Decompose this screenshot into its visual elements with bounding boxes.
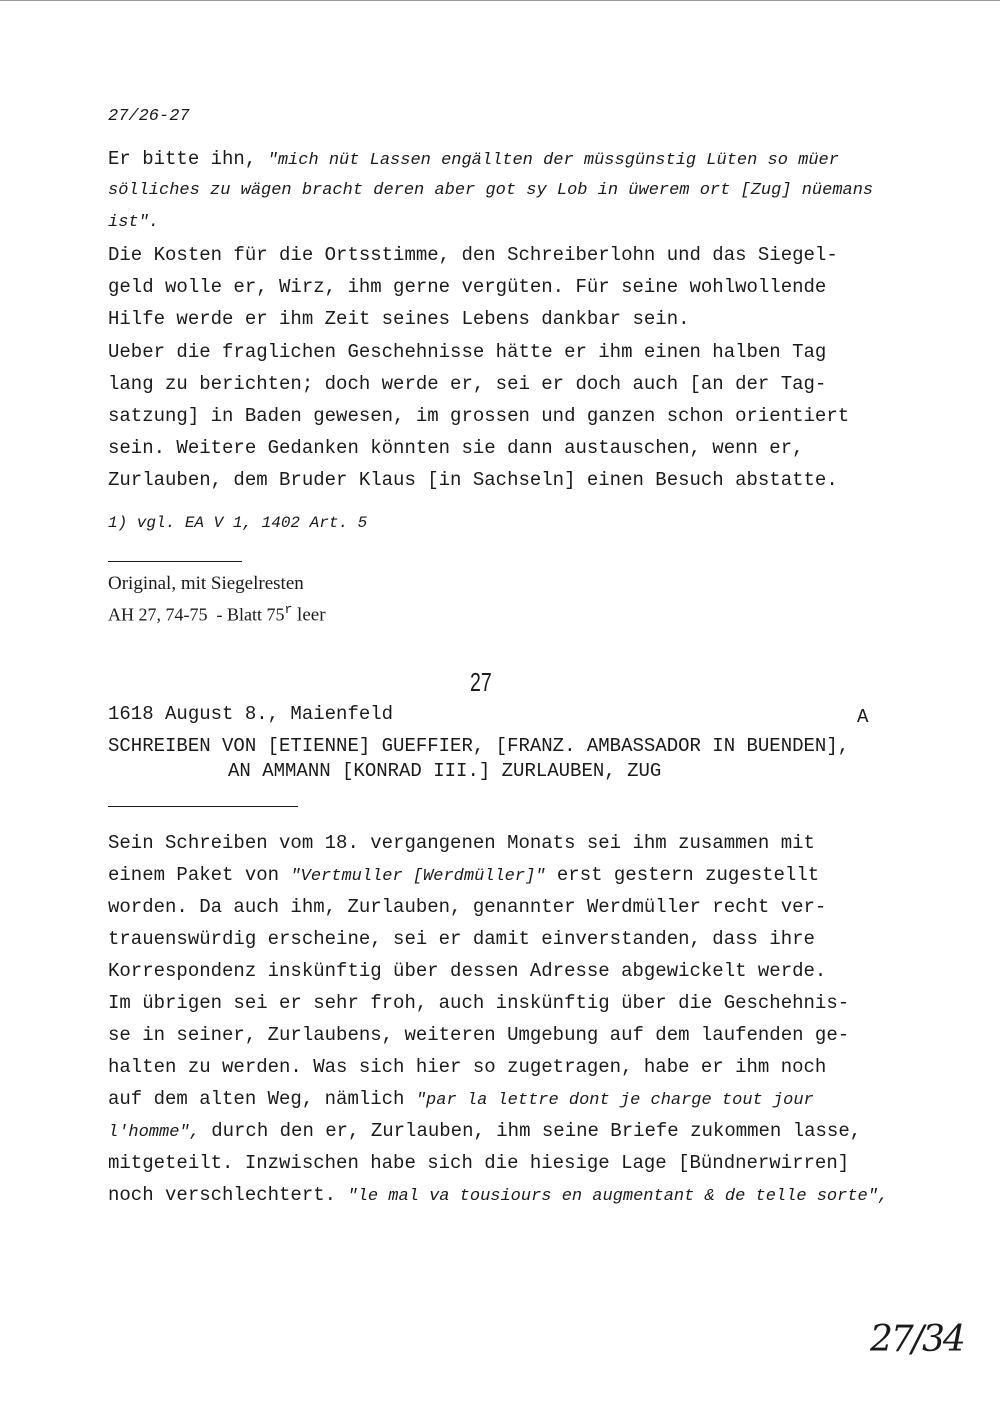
- document-title-line2: AN AMMANN [KONRAD III.] ZURLAUBEN, ZUG: [228, 760, 662, 782]
- body-line: mitgeteilt. Inzwischen habe sich die hiesige Lage [Bündnerwirren]: [108, 1152, 850, 1174]
- para2-line: sein. Weitere Gedanken könnten sie dann austauschen, wenn er,: [108, 437, 804, 459]
- para1-line2: sölliches zu wägen bracht deren aber got sy Lob in üwerem ort [Zug] nüemans: [108, 181, 874, 200]
- body-line: l'homme", durch den er, Zurlauben, ihm seine Briefe zukommen lasse,: [108, 1120, 862, 1142]
- para2-line: geld wolle er, Wirz, ihm gerne vergüten. Für seine wohlwollende: [108, 276, 827, 298]
- date-place: 1618 August 8., Maienfeld: [108, 703, 394, 725]
- para2-line: Hilfe werde er ihm Zeit seines Lebens dankbar sein.: [108, 308, 690, 330]
- body-line: Sein Schreiben vom 18. vergangenen Monats sei ihm zusammen mit: [108, 832, 815, 854]
- para2-line: lang zu berichten; doch werde er, sei er doch auch [an der Tag-: [108, 373, 827, 395]
- para1-line3: ist".: [108, 213, 160, 232]
- divider: [108, 561, 242, 562]
- body-line: halten zu werden. Was sich hier so zugetragen, habe er ihm noch: [108, 1056, 827, 1078]
- body-line: se in seiner, Zurlaubens, weiteren Umgebung auf dem laufenden ge-: [108, 1024, 850, 1046]
- footnote: 1) vgl. EA V 1, 1402 Art. 5: [108, 514, 368, 532]
- body-line: trauenswürdig erscheine, sei er damit einverstanden, dass ihre: [108, 928, 815, 950]
- para2-line: Ueber die fraglichen Geschehnisse hätte er ihm einen halben Tag: [108, 341, 827, 363]
- section-marker: A: [857, 706, 869, 728]
- divider: [108, 806, 298, 807]
- para2-line: Die Kosten für die Ortsstimme, den Schreiberlohn und das Siegel-: [108, 244, 838, 266]
- source-line2: AH 27, 74-75 - Blatt 75$^r$ leer: [108, 602, 326, 626]
- body-line: auf dem alten Weg, nämlich "par la lettre dont je charge tout jour: [108, 1088, 814, 1110]
- page-reference: 27/26-27: [108, 107, 190, 126]
- quote-text: "mich nüt Lassen engällten der müssgünstig Lüten so müer: [267, 151, 839, 170]
- body-line: worden. Da auch ihm, Zurlauben, genannter Werdmüller recht ver-: [108, 896, 827, 918]
- body-line: einem Paket von "Vertmuller [Werdmüller]" erst gestern zugestellt: [108, 864, 820, 886]
- para2-line: satzung] in Baden gewesen, im grossen und ganzen schon orientiert: [108, 405, 850, 427]
- body-line: Im übrigen sei er sehr froh, auch inskünftig über die Geschehnis-: [108, 992, 850, 1014]
- para1-line1: Er bitte ihn, "mich nüt Lassen engällten der müssgünstig Lüten so müer: [108, 148, 839, 170]
- document-title-line1: SCHREIBEN VON [ETIENNE] GUEFFIER, [FRANZ. AMBASSADOR IN BUENDEN],: [108, 735, 850, 757]
- body-line: noch verschlechtert. "le mal va tousiours en augmentant & de telle sorte",: [108, 1184, 889, 1206]
- body-line: Korrespondenz inskünftig über dessen Adresse abgewickelt werde.: [108, 960, 827, 982]
- handwritten-page-number: 27/34: [870, 1319, 964, 1360]
- document-number: 27: [470, 667, 492, 697]
- para2-line: Zurlauben, dem Bruder Klaus [in Sachseln] einen Besuch abstatte.: [108, 469, 838, 491]
- source-line1: Original, mit Siegelresten: [108, 573, 304, 594]
